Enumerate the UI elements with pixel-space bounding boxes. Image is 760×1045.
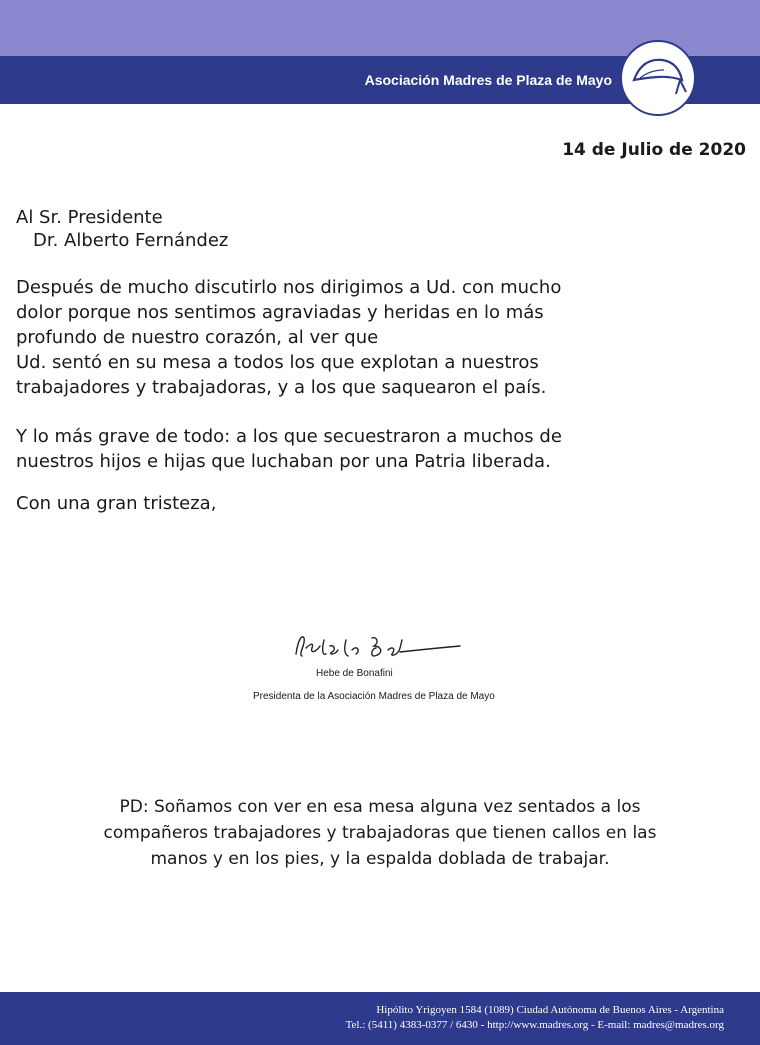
headscarf-logo-icon	[620, 40, 696, 116]
letter-paragraph-2: Y lo más grave de todo: a los que secuestraron a muchos de nuestros hijos e hijas que luchaban por una Patria liberada.	[16, 426, 562, 472]
signer-title: Presidenta de la Asociación Madres de Plaza de Mayo	[253, 691, 495, 702]
addressee	[16, 206, 228, 252]
signer-name: Hebe de Bonafini	[316, 668, 393, 679]
handwritten-signature	[288, 626, 468, 666]
letter-paragraph-1: Después de mucho discutirlo nos dirigimos a Ud. con mucho dolor porque nos sentimos agraviadas y heridas en lo más profundo de nuestro corazón, al ver que Ud. sentó en su mesa a todos los que explotan a nuestros trabajadores y trabajadoras, y a los que saquearon el país.	[16, 277, 562, 398]
footer-address: Hipólito Yrigoyen 1584 (1089) Ciudad Autónoma de Buenos Aires - Argentina	[376, 1004, 724, 1016]
addressee-name: Dr. Alberto Fernández	[33, 230, 229, 251]
postscript: PD: Soñamos con ver en esa mesa alguna vez sentados a los compañeros trabajadores y trabajadoras que tienen callos en las manos y en los pies, y la espalda doblada de trabajar.	[103, 797, 657, 869]
letter-closing: Con una gran tristeza,	[16, 493, 217, 514]
addressee-title: Al Sr. Presidente	[16, 207, 163, 228]
footer-contact: Tel.: (5411) 4383-0377 / 6430 - http://www.madres.org - E-mail: madres@madres.org	[345, 1019, 724, 1031]
organization-name: Asociación Madres de Plaza de Mayo	[364, 72, 612, 88]
letter-date: 14 de Julio de 2020	[562, 140, 746, 160]
